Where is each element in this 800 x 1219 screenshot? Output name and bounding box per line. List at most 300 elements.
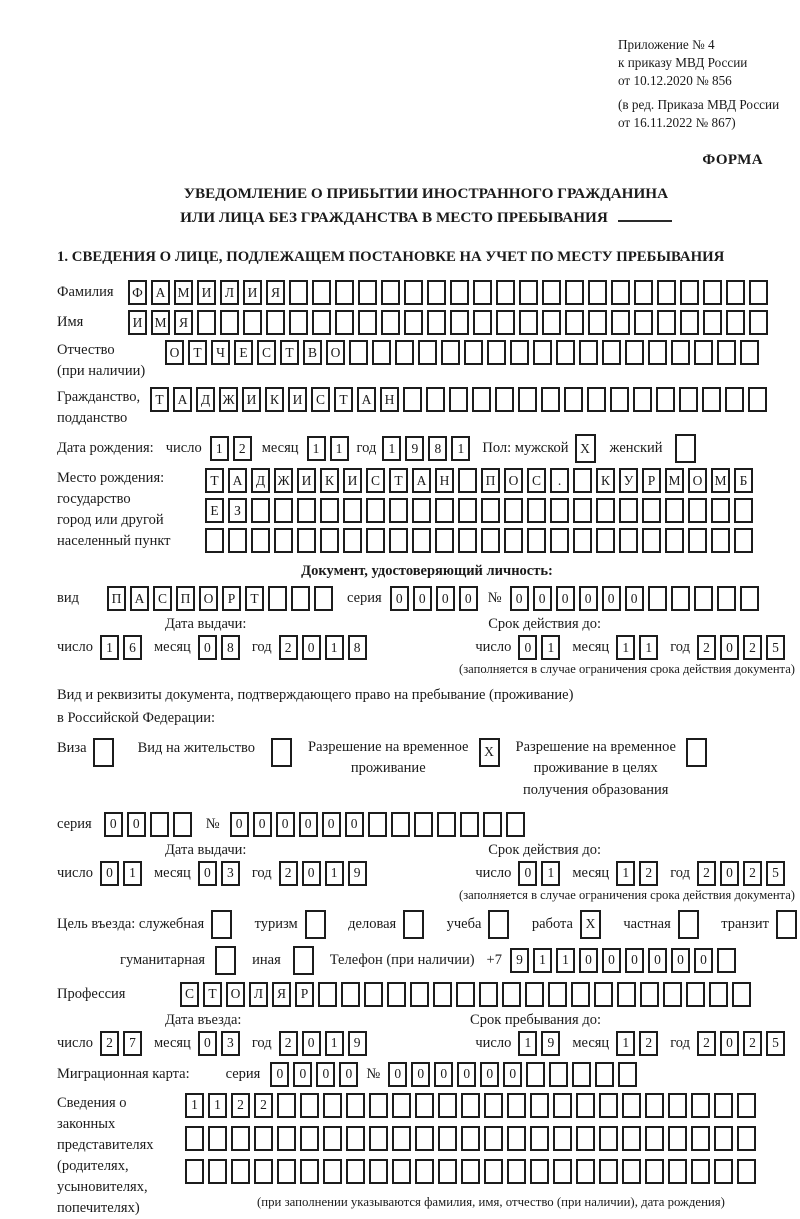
doc-number-cell[interactable] (694, 586, 713, 611)
patronymic-cell[interactable] (671, 340, 690, 365)
profession-cell[interactable]: С (180, 982, 199, 1007)
birth-place-cell[interactable] (619, 528, 638, 553)
birth-place-cell[interactable] (274, 498, 293, 523)
residence-issue-year-cell[interactable]: 2 (279, 861, 298, 886)
birth-place-cell[interactable] (366, 528, 385, 553)
doc-valid-month-cell[interactable]: 1 (639, 635, 658, 660)
purpose-private-checkbox-cell[interactable] (678, 910, 699, 939)
surname-cell[interactable] (611, 280, 630, 305)
citizenship-cell[interactable] (426, 387, 445, 412)
residence-number-cell[interactable]: 0 (322, 812, 341, 837)
citizenship-cell[interactable] (587, 387, 606, 412)
residence-valid-year-cell[interactable]: 2 (697, 861, 716, 886)
residence-issue-month-cell[interactable]: 0 (198, 861, 217, 886)
surname-cell[interactable] (680, 280, 699, 305)
migration-number-cell[interactable] (595, 1062, 614, 1087)
birth-place-cell[interactable]: Т (389, 468, 408, 493)
residence-issue-month-cell[interactable]: 3 (221, 861, 240, 886)
legal-reps-cell[interactable] (599, 1159, 618, 1184)
citizenship-cell[interactable] (656, 387, 675, 412)
surname-cell[interactable]: А (151, 280, 170, 305)
birth-place-cell[interactable] (504, 528, 523, 553)
residence-valid-month-cell[interactable]: 1 (616, 861, 635, 886)
birth-month-cell[interactable]: 1 (330, 436, 349, 461)
given-name-cell[interactable]: М (151, 310, 170, 335)
birth-place-cell[interactable] (527, 498, 546, 523)
surname-cell[interactable] (312, 280, 331, 305)
given-name-cell[interactable] (220, 310, 239, 335)
birth-day-cell[interactable]: 1 (210, 436, 229, 461)
given-name-cell[interactable] (266, 310, 285, 335)
migration-number-cell[interactable]: 0 (434, 1062, 453, 1087)
doc-kind-cell[interactable]: О (199, 586, 218, 611)
legal-reps-cell[interactable] (369, 1159, 388, 1184)
legal-reps-cell[interactable] (645, 1159, 664, 1184)
legal-reps-cell[interactable] (438, 1093, 457, 1118)
doc-number-cell[interactable] (648, 586, 667, 611)
doc-number-cell[interactable]: 0 (556, 586, 575, 611)
surname-cell[interactable]: Л (220, 280, 239, 305)
doc-number-cell[interactable] (671, 586, 690, 611)
birth-place-cell[interactable] (573, 468, 592, 493)
patronymic-cell[interactable] (602, 340, 621, 365)
profession-cell[interactable] (732, 982, 751, 1007)
profession-cell[interactable]: Я (272, 982, 291, 1007)
birth-place-cell[interactable]: К (596, 468, 615, 493)
patronymic-cell[interactable]: О (165, 340, 184, 365)
birth-place-cell[interactable] (550, 498, 569, 523)
doc-valid-day-cell[interactable]: 1 (541, 635, 560, 660)
visa-checkbox-cell[interactable] (93, 738, 114, 767)
entry-day-cell[interactable]: 2 (100, 1031, 119, 1056)
purpose-other-checkbox-cell[interactable] (293, 946, 314, 975)
birth-place-cell[interactable] (527, 528, 546, 553)
birth-place-cell[interactable]: З (228, 498, 247, 523)
surname-cell[interactable]: Ф (128, 280, 147, 305)
profession-cell[interactable] (364, 982, 383, 1007)
residence-number-cell[interactable]: 0 (299, 812, 318, 837)
doc-series-cell[interactable]: 0 (436, 586, 455, 611)
doc-kind-cell[interactable]: А (130, 586, 149, 611)
doc-issue-day-cell[interactable]: 6 (123, 635, 142, 660)
legal-reps-cell[interactable] (415, 1126, 434, 1151)
phone-digit-cell[interactable]: 0 (671, 948, 690, 973)
patronymic-cell[interactable] (556, 340, 575, 365)
legal-reps-cell[interactable] (691, 1159, 710, 1184)
surname-cell[interactable] (519, 280, 538, 305)
doc-valid-month-cell[interactable]: 1 (616, 635, 635, 660)
birth-place-cell[interactable]: И (297, 468, 316, 493)
citizenship-cell[interactable] (564, 387, 583, 412)
migration-number-cell[interactable]: 0 (480, 1062, 499, 1087)
residence-issue-day-cell[interactable]: 0 (100, 861, 119, 886)
migration-number-cell[interactable]: 0 (411, 1062, 430, 1087)
legal-reps-cell[interactable] (254, 1159, 273, 1184)
stay-year-cell[interactable]: 5 (766, 1031, 785, 1056)
birth-place-cell[interactable]: Т (205, 468, 224, 493)
given-name-cell[interactable] (450, 310, 469, 335)
birth-place-cell[interactable] (320, 498, 339, 523)
legal-reps-cell[interactable] (737, 1159, 756, 1184)
doc-number-cell[interactable]: 0 (602, 586, 621, 611)
legal-reps-cell[interactable] (553, 1159, 572, 1184)
legal-reps-cell[interactable] (668, 1159, 687, 1184)
birth-place-cell[interactable] (389, 528, 408, 553)
given-name-cell[interactable] (749, 310, 768, 335)
birth-place-cell[interactable]: Б (734, 468, 753, 493)
legal-reps-cell[interactable]: 2 (231, 1093, 250, 1118)
birth-year-cell[interactable]: 1 (451, 436, 470, 461)
profession-cell[interactable] (433, 982, 452, 1007)
patronymic-cell[interactable] (717, 340, 736, 365)
migration-number-cell[interactable] (526, 1062, 545, 1087)
legal-reps-cell[interactable] (392, 1159, 411, 1184)
legal-reps-cell[interactable] (691, 1093, 710, 1118)
legal-reps-cell[interactable] (438, 1126, 457, 1151)
phone-digit-cell[interactable]: 1 (556, 948, 575, 973)
legal-reps-cell[interactable]: 1 (185, 1093, 204, 1118)
profession-cell[interactable] (548, 982, 567, 1007)
birth-place-cell[interactable]: Е (205, 498, 224, 523)
citizenship-cell[interactable] (472, 387, 491, 412)
legal-reps-cell[interactable] (208, 1126, 227, 1151)
doc-kind-cell[interactable] (314, 586, 333, 611)
legal-reps-cell[interactable] (323, 1126, 342, 1151)
stay-year-cell[interactable]: 2 (697, 1031, 716, 1056)
birth-place-cell[interactable] (366, 498, 385, 523)
given-name-cell[interactable]: И (128, 310, 147, 335)
patronymic-cell[interactable] (349, 340, 368, 365)
purpose-business-checkbox-cell[interactable] (403, 910, 424, 939)
purpose-transit-checkbox-cell[interactable] (776, 910, 797, 939)
citizenship-cell[interactable]: Ж (219, 387, 238, 412)
phone-digit-cell[interactable]: 1 (533, 948, 552, 973)
legal-reps-cell[interactable] (530, 1126, 549, 1151)
doc-kind-cell[interactable]: С (153, 586, 172, 611)
legal-reps-cell[interactable] (231, 1159, 250, 1184)
birth-place-cell[interactable] (711, 498, 730, 523)
migration-series-cell[interactable]: 0 (293, 1062, 312, 1087)
doc-number-cell[interactable] (740, 586, 759, 611)
legal-reps-cell[interactable] (254, 1126, 273, 1151)
legal-reps-cell[interactable] (714, 1126, 733, 1151)
patronymic-cell[interactable]: Т (280, 340, 299, 365)
stay-year-cell[interactable]: 0 (720, 1031, 739, 1056)
given-name-cell[interactable] (381, 310, 400, 335)
birth-year-cell[interactable]: 1 (382, 436, 401, 461)
profession-cell[interactable] (686, 982, 705, 1007)
residence-valid-month-cell[interactable]: 2 (639, 861, 658, 886)
legal-reps-cell[interactable] (576, 1093, 595, 1118)
profession-cell[interactable] (456, 982, 475, 1007)
given-name-cell[interactable] (496, 310, 515, 335)
legal-reps-cell[interactable] (231, 1126, 250, 1151)
residence-number-cell[interactable]: 0 (253, 812, 272, 837)
surname-cell[interactable] (703, 280, 722, 305)
legal-reps-cell[interactable] (622, 1159, 641, 1184)
birth-place-cell[interactable]: С (527, 468, 546, 493)
given-name-cell[interactable] (358, 310, 377, 335)
migration-series-cell[interactable]: 0 (270, 1062, 289, 1087)
birth-place-cell[interactable] (481, 528, 500, 553)
legal-reps-cell[interactable] (461, 1159, 480, 1184)
legal-reps-cell[interactable] (714, 1159, 733, 1184)
migration-number-cell[interactable] (572, 1062, 591, 1087)
birth-place-cell[interactable] (458, 468, 477, 493)
legal-reps-cell[interactable] (599, 1093, 618, 1118)
birth-place-cell[interactable] (458, 498, 477, 523)
legal-reps-cell[interactable] (392, 1126, 411, 1151)
birth-place-cell[interactable]: О (688, 468, 707, 493)
birth-month-cell[interactable]: 1 (307, 436, 326, 461)
legal-reps-cell[interactable] (484, 1126, 503, 1151)
birth-place-cell[interactable] (734, 498, 753, 523)
surname-cell[interactable]: Я (266, 280, 285, 305)
doc-issue-year-cell[interactable]: 1 (325, 635, 344, 660)
birth-place-cell[interactable] (550, 528, 569, 553)
residence-permit-checkbox-cell[interactable] (271, 738, 292, 767)
residence-issue-year-cell[interactable]: 1 (325, 861, 344, 886)
birth-place-cell[interactable] (412, 498, 431, 523)
phone-digit-cell[interactable]: 9 (510, 948, 529, 973)
birth-place-cell[interactable] (320, 528, 339, 553)
birth-place-cell[interactable]: К (320, 468, 339, 493)
migration-series-cell[interactable]: 0 (316, 1062, 335, 1087)
given-name-cell[interactable] (335, 310, 354, 335)
birth-place-cell[interactable] (251, 498, 270, 523)
doc-issue-day-cell[interactable]: 1 (100, 635, 119, 660)
profession-cell[interactable]: Т (203, 982, 222, 1007)
phone-digit-cell[interactable] (717, 948, 736, 973)
birth-place-cell[interactable]: Д (251, 468, 270, 493)
legal-reps-cell[interactable] (622, 1093, 641, 1118)
given-name-cell[interactable] (289, 310, 308, 335)
citizenship-cell[interactable] (725, 387, 744, 412)
citizenship-cell[interactable] (541, 387, 560, 412)
patronymic-cell[interactable]: О (326, 340, 345, 365)
birth-day-cell[interactable]: 2 (233, 436, 252, 461)
legal-reps-cell[interactable] (369, 1093, 388, 1118)
residence-valid-year-cell[interactable]: 5 (766, 861, 785, 886)
patronymic-cell[interactable] (487, 340, 506, 365)
phone-digit-cell[interactable]: 0 (602, 948, 621, 973)
migration-number-cell[interactable]: 0 (457, 1062, 476, 1087)
residence-valid-day-cell[interactable]: 0 (518, 861, 537, 886)
patronymic-cell[interactable] (740, 340, 759, 365)
given-name-cell[interactable] (542, 310, 561, 335)
citizenship-cell[interactable]: И (288, 387, 307, 412)
given-name-cell[interactable] (312, 310, 331, 335)
given-name-cell[interactable] (703, 310, 722, 335)
birth-place-cell[interactable] (665, 528, 684, 553)
doc-issue-year-cell[interactable]: 2 (279, 635, 298, 660)
residence-number-cell[interactable] (368, 812, 387, 837)
legal-reps-cell[interactable] (185, 1126, 204, 1151)
citizenship-cell[interactable]: Д (196, 387, 215, 412)
phone-digit-cell[interactable]: 0 (625, 948, 644, 973)
surname-cell[interactable] (427, 280, 446, 305)
doc-number-cell[interactable] (717, 586, 736, 611)
birth-place-cell[interactable]: О (504, 468, 523, 493)
citizenship-cell[interactable] (610, 387, 629, 412)
surname-cell[interactable] (381, 280, 400, 305)
legal-reps-cell[interactable] (346, 1159, 365, 1184)
entry-year-cell[interactable]: 1 (325, 1031, 344, 1056)
legal-reps-cell[interactable] (668, 1093, 687, 1118)
profession-cell[interactable] (640, 982, 659, 1007)
residence-number-cell[interactable] (391, 812, 410, 837)
citizenship-cell[interactable]: К (265, 387, 284, 412)
migration-number-cell[interactable] (549, 1062, 568, 1087)
surname-cell[interactable] (565, 280, 584, 305)
birth-place-cell[interactable] (642, 498, 661, 523)
phone-digit-cell[interactable]: 0 (579, 948, 598, 973)
purpose-official-checkbox-cell[interactable] (211, 910, 232, 939)
birth-place-cell[interactable]: П (481, 468, 500, 493)
profession-cell[interactable] (594, 982, 613, 1007)
legal-reps-cell[interactable] (208, 1159, 227, 1184)
given-name-cell[interactable] (197, 310, 216, 335)
birth-place-cell[interactable] (596, 498, 615, 523)
given-name-cell[interactable] (565, 310, 584, 335)
birth-place-cell[interactable] (481, 498, 500, 523)
residence-number-cell[interactable] (460, 812, 479, 837)
residence-number-cell[interactable] (437, 812, 456, 837)
legal-reps-cell[interactable] (392, 1093, 411, 1118)
legal-reps-cell[interactable] (737, 1126, 756, 1151)
residence-number-cell[interactable] (483, 812, 502, 837)
stay-month-cell[interactable]: 2 (639, 1031, 658, 1056)
residence-number-cell[interactable] (414, 812, 433, 837)
doc-valid-year-cell[interactable]: 5 (766, 635, 785, 660)
citizenship-cell[interactable] (495, 387, 514, 412)
legal-reps-cell[interactable] (530, 1093, 549, 1118)
temp-residence-edu-checkbox-cell[interactable] (686, 738, 707, 767)
doc-valid-day-cell[interactable]: 0 (518, 635, 537, 660)
legal-reps-cell[interactable] (599, 1126, 618, 1151)
birth-year-cell[interactable]: 8 (428, 436, 447, 461)
surname-cell[interactable] (634, 280, 653, 305)
patronymic-cell[interactable] (625, 340, 644, 365)
entry-year-cell[interactable]: 9 (348, 1031, 367, 1056)
patronymic-cell[interactable] (464, 340, 483, 365)
doc-kind-cell[interactable] (268, 586, 287, 611)
legal-reps-cell[interactable] (622, 1126, 641, 1151)
birth-place-cell[interactable]: С (366, 468, 385, 493)
profession-cell[interactable] (502, 982, 521, 1007)
birth-place-cell[interactable] (734, 528, 753, 553)
citizenship-cell[interactable]: А (173, 387, 192, 412)
doc-kind-cell[interactable]: П (107, 586, 126, 611)
entry-year-cell[interactable]: 2 (279, 1031, 298, 1056)
profession-cell[interactable] (341, 982, 360, 1007)
profession-cell[interactable] (663, 982, 682, 1007)
legal-reps-cell[interactable] (346, 1093, 365, 1118)
legal-reps-cell[interactable] (576, 1159, 595, 1184)
surname-cell[interactable] (542, 280, 561, 305)
migration-number-cell[interactable] (618, 1062, 637, 1087)
legal-reps-cell[interactable] (461, 1126, 480, 1151)
legal-reps-cell[interactable]: 1 (208, 1093, 227, 1118)
citizenship-cell[interactable]: А (357, 387, 376, 412)
residence-number-cell[interactable]: 0 (276, 812, 295, 837)
citizenship-cell[interactable] (679, 387, 698, 412)
patronymic-cell[interactable] (395, 340, 414, 365)
birth-place-cell[interactable] (435, 528, 454, 553)
citizenship-cell[interactable] (518, 387, 537, 412)
given-name-cell[interactable] (634, 310, 653, 335)
surname-cell[interactable] (657, 280, 676, 305)
legal-reps-cell[interactable] (507, 1159, 526, 1184)
legal-reps-cell[interactable] (277, 1159, 296, 1184)
doc-kind-cell[interactable]: П (176, 586, 195, 611)
doc-number-cell[interactable]: 0 (510, 586, 529, 611)
legal-reps-cell[interactable] (415, 1159, 434, 1184)
doc-number-cell[interactable]: 0 (625, 586, 644, 611)
residence-issue-day-cell[interactable]: 1 (123, 861, 142, 886)
patronymic-cell[interactable] (694, 340, 713, 365)
birth-place-cell[interactable] (573, 528, 592, 553)
given-name-cell[interactable] (680, 310, 699, 335)
surname-cell[interactable]: М (174, 280, 193, 305)
birth-place-cell[interactable] (619, 498, 638, 523)
surname-cell[interactable] (450, 280, 469, 305)
legal-reps-cell[interactable] (461, 1093, 480, 1118)
birth-place-cell[interactable]: А (228, 468, 247, 493)
legal-reps-cell[interactable] (300, 1093, 319, 1118)
residence-issue-year-cell[interactable]: 9 (348, 861, 367, 886)
migration-series-cell[interactable]: 0 (339, 1062, 358, 1087)
profession-cell[interactable] (709, 982, 728, 1007)
birth-place-cell[interactable]: Ж (274, 468, 293, 493)
birth-place-cell[interactable]: . (550, 468, 569, 493)
legal-reps-cell[interactable] (300, 1126, 319, 1151)
surname-cell[interactable] (335, 280, 354, 305)
legal-reps-cell[interactable] (691, 1126, 710, 1151)
birth-place-cell[interactable] (389, 498, 408, 523)
citizenship-cell[interactable]: Т (334, 387, 353, 412)
legal-reps-cell[interactable] (438, 1159, 457, 1184)
birth-place-cell[interactable]: М (711, 468, 730, 493)
phone-digit-cell[interactable]: 0 (694, 948, 713, 973)
birth-place-cell[interactable] (412, 528, 431, 553)
surname-cell[interactable] (358, 280, 377, 305)
birth-place-cell[interactable] (297, 528, 316, 553)
surname-cell[interactable] (496, 280, 515, 305)
doc-number-cell[interactable]: 0 (579, 586, 598, 611)
given-name-cell[interactable] (404, 310, 423, 335)
profession-cell[interactable] (479, 982, 498, 1007)
legal-reps-cell[interactable] (576, 1126, 595, 1151)
sex-female-checkbox-cell[interactable] (675, 434, 696, 463)
surname-cell[interactable]: И (197, 280, 216, 305)
entry-year-cell[interactable]: 0 (302, 1031, 321, 1056)
doc-valid-year-cell[interactable]: 2 (743, 635, 762, 660)
sex-male-checkbox-cell[interactable]: X (575, 434, 596, 463)
birth-place-cell[interactable] (343, 498, 362, 523)
birth-year-cell[interactable]: 9 (405, 436, 424, 461)
surname-cell[interactable] (404, 280, 423, 305)
birth-place-cell[interactable]: И (343, 468, 362, 493)
birth-place-cell[interactable] (228, 528, 247, 553)
doc-issue-year-cell[interactable]: 8 (348, 635, 367, 660)
given-name-cell[interactable] (726, 310, 745, 335)
birth-place-cell[interactable] (504, 498, 523, 523)
entry-day-cell[interactable]: 7 (123, 1031, 142, 1056)
migration-number-cell[interactable]: 0 (503, 1062, 522, 1087)
purpose-work-checkbox-cell[interactable]: X (580, 910, 601, 939)
doc-series-cell[interactable]: 0 (459, 586, 478, 611)
